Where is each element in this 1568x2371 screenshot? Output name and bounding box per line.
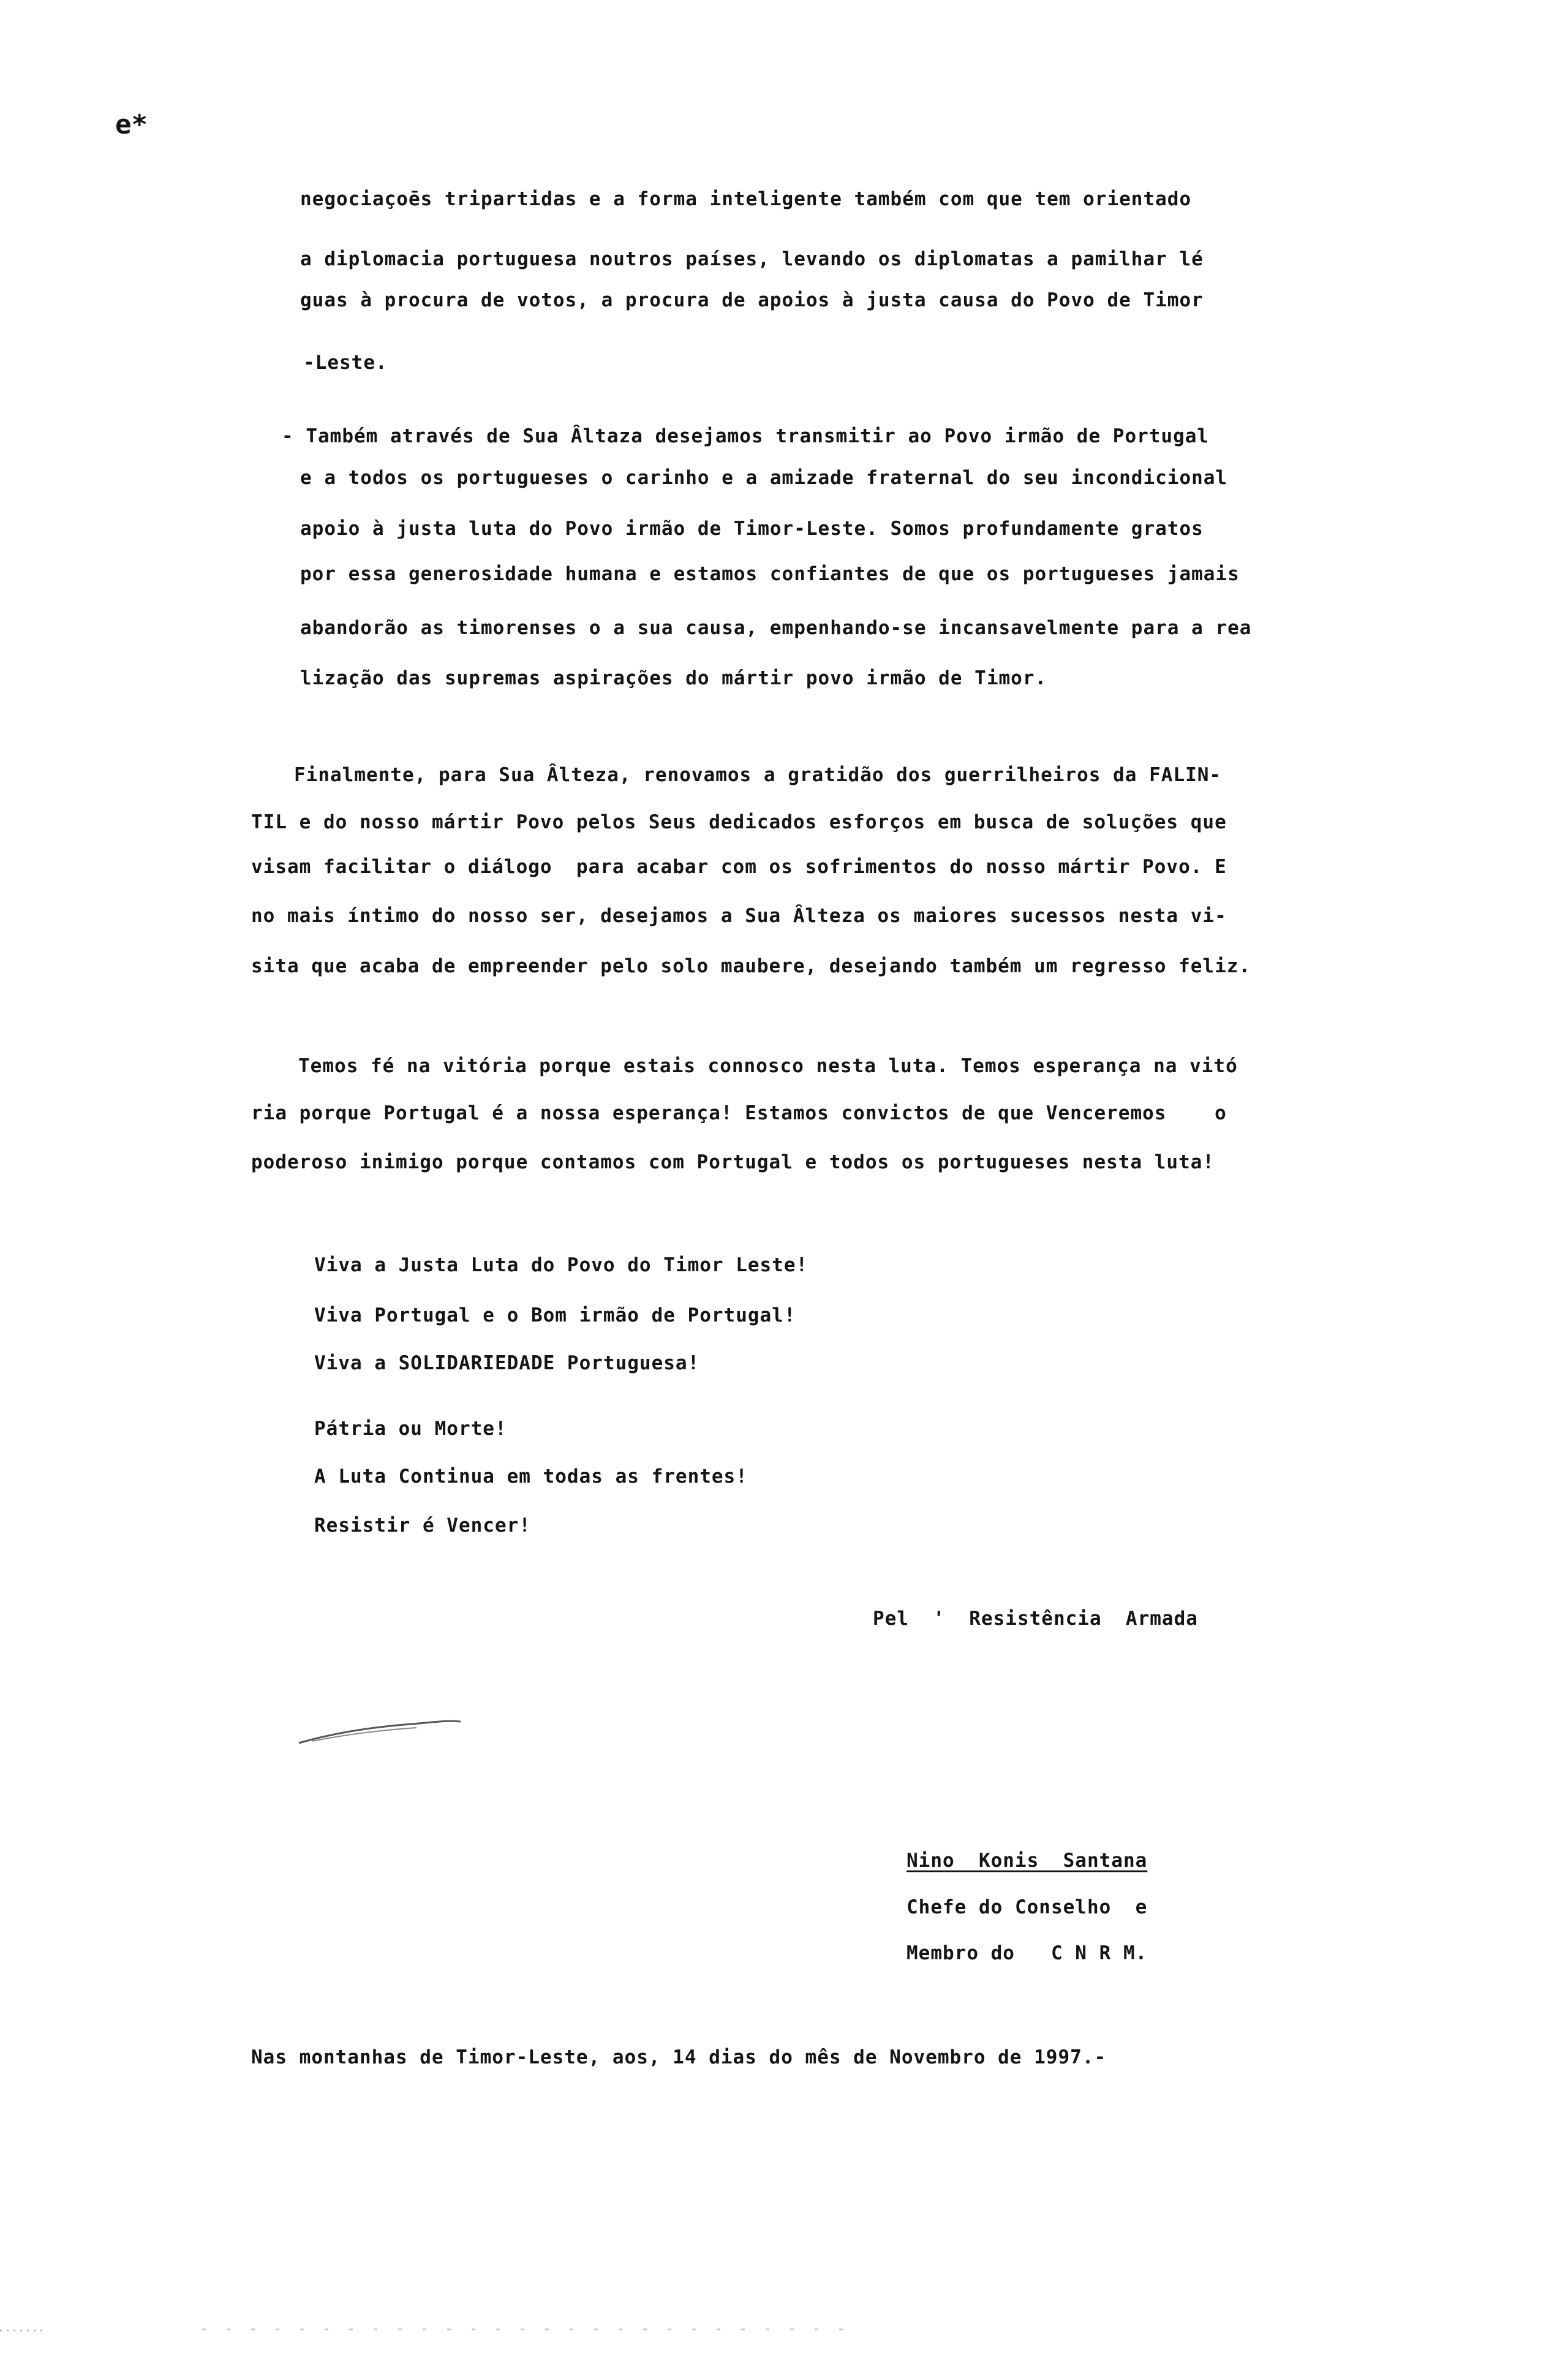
paragraph-1-line-1: negociaçoēs tripartidas e a forma inteligente também com que tem orientado <box>300 188 1192 210</box>
paragraph-3-line-4: no mais íntimo do nosso ser, desejamos a Sua Âlteza os maiores sucessos nesta vi- <box>251 905 1227 927</box>
paragraph-4-line-2: ria porque Portugal é a nossa esperança! Estamos convictos de que Venceremos o <box>251 1102 1227 1124</box>
closing-line: Pel ' Resistência Armada <box>873 1608 1198 1630</box>
paragraph-2-line-2: e a todos os portugueses o carinho e a amizade fraternal do seu incondicional <box>300 467 1228 489</box>
paragraph-3-line-2: TIL e do nosso mártir Povo pelos Seus dedicados esforços em busca de soluções que <box>251 811 1227 833</box>
paragraph-3-line-3: visam facilitar o diálogo para acabar com os sofrimentos do nosso mártir Povo. E <box>251 856 1227 878</box>
paragraph-3-line-1: Finalmente, para Sua Âlteza, renovamos a gratidão dos guerrilheiros da FALIN- <box>294 764 1222 786</box>
slogan-line-2: Viva Portugal e o Bom irmão de Portugal! <box>314 1304 796 1326</box>
paragraph-4-line-1: Temos fé na vitória porque estais connosco nesta luta. Temos esperança na vitó <box>298 1055 1238 1077</box>
slogan-line-5: A Luta Continua em todas as frentes! <box>314 1465 748 1488</box>
paragraph-2-line-5: abandorão as timorenses o a sua causa, empenhando-se incansavelmente para a rea <box>300 617 1252 639</box>
paragraph-1-line-3: guas à procura de votos, a procura de apoios à justa causa do Povo de Timor <box>300 289 1204 311</box>
corner-mark: e* <box>115 109 148 140</box>
paragraph-1-line-2: a diplomacia portuguesa noutros países, levando os diplomatas a pamilhar lé <box>300 248 1204 270</box>
paragraph-3-line-5: sita que acaba de empreender pelo solo maubere, desejando também um regresso feliz. <box>251 955 1251 977</box>
paragraph-1-line-4: -Leste. <box>303 352 388 374</box>
paragraph-2-line-6: lização das supremas aspirações do mártir povo irmão de Timor. <box>300 667 1047 689</box>
paragraph-2-line-3: apoio à justa luta do Povo irmão de Timor-Leste. Somos profundamente gratos <box>300 518 1204 540</box>
signature-mark <box>294 1709 466 1752</box>
slogan-line-1: Viva a Justa Luta do Povo do Timor Leste! <box>314 1254 809 1276</box>
slogan-line-3: Viva a SOLIDARIEDADE Portuguesa! <box>314 1352 700 1374</box>
paragraph-4-line-3: poderoso inimigo porque contamos com Portugal e todos os portugueses nesta luta! <box>251 1151 1215 1173</box>
paragraph-2-line-4: por essa generosidade humana e estamos confiantes de que os portugueses jamais <box>300 563 1240 585</box>
place-date-line: Nas montanhas de Timor-Leste, aos, 14 dias do mês de Novembro de 1997.- <box>251 2046 1107 2068</box>
signatory-name: Nino Konis Santana <box>907 1850 1148 1872</box>
slogan-line-4: Pátria ou Morte! <box>314 1418 507 1440</box>
signatory-title-1: Chefe do Conselho e <box>907 1896 1148 1918</box>
scan-artifact-dots <box>0 2322 1568 2340</box>
slogan-line-6: Resistir é Vencer! <box>314 1514 531 1537</box>
signatory-title-2: Membro do C N R M. <box>907 1942 1148 1964</box>
paragraph-2-line-1: - Também através de Sua Âltaza desejamos transmitir ao Povo irmão de Portugal <box>282 425 1210 447</box>
